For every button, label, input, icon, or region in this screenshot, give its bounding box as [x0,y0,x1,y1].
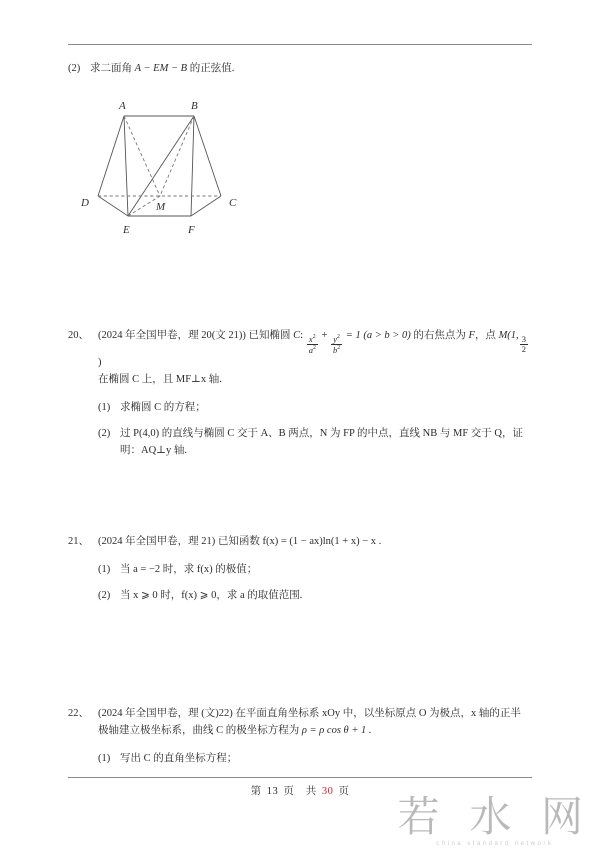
problem-22-sub-1-marker: (1) [98,753,111,764]
problem-22 [68,705,532,767]
problem-20-point-close: ) [98,357,102,369]
edge-AD [98,116,124,196]
problem-21-body [98,533,532,550]
problem-22-stem [68,705,532,739]
footer-unit-2: 页 [338,786,350,797]
problem-22-line1: 在平面直角坐标系 xOy 中，以坐标原点 O 为极点，x 轴的正半 [235,708,521,719]
ellipse-x: x [308,333,313,344]
problem-20-curve-label: C [293,330,301,341]
problem-21-sub-wrap [68,561,532,604]
problem-21-sub-2-marker: (2) [98,590,111,601]
footer-middle: 共 [305,786,317,797]
problem-21-stem-text: 已知函数 f(x) = (1 − ax)ln(1 + x) − x . [217,536,382,547]
figure-label-F: F [188,224,195,236]
ellipse-tail: = 1 (a > b > 0) [345,330,411,341]
problem-20-sub-2-body [120,425,532,459]
edge-BF [191,116,194,216]
geometry-figure [78,96,298,256]
problem-20-stem-1: 已知椭圆 [248,330,294,341]
problem-21-sub-1-text: 当 a = −2 时，求 f(x) 的极值； [120,564,258,575]
figure-label-C: C [229,197,237,209]
problem-20-stem-3: ，点 [474,330,499,341]
problem-20-sub-2-text: 过 P(4,0) 的直线与椭圆 C 交于 A、B 两点，N 为 FP 的中点，直线 NB 与 MF 交于 Q，证 [120,428,524,440]
edge-DE [98,196,128,216]
ellipse-y: y [333,333,338,344]
point-m-frac-num: 3 [521,333,526,344]
problem-21-number: 21、 [68,536,89,547]
footer-total-pages: 30 [321,786,334,797]
footer-unit-1: 页 [283,786,295,797]
problem-22-sub-list [98,750,532,767]
edge-AE [124,116,128,216]
page-footer [0,783,600,798]
ellipse-b: b [333,344,338,355]
problem-20-sub-1-marker: (1) [98,402,111,414]
question-2-body [90,60,532,77]
problem-20-number: 20、 [68,330,89,341]
edge-AM-hidden [124,116,160,196]
problem-22-sub-wrap [68,750,532,767]
problem-20-source: (2024 年全国甲卷，理 20(文 21)) [98,330,246,341]
problem-20-stem-2: 的右焦点为 [410,330,469,341]
edge-FC [191,196,221,216]
watermark [397,793,592,847]
problem-21-sub-1 [98,561,532,578]
carryover-question-2 [68,60,532,77]
watermark-sub-text: china standard network [436,841,554,847]
question-2-line [68,60,532,77]
ellipse-term-2-den: $b^2$ [333,344,341,355]
problem-22-number: 22、 [68,708,89,719]
figure-label-E: E [123,224,130,236]
problem-20-sub-list [98,399,532,459]
question-2-expression: A − EM − B [134,63,188,74]
header-divider [68,44,532,45]
point-m-frac-den: 2 [521,343,526,354]
ellipse-term-2-num: $y^2$ [331,334,342,345]
footer-prefix: 第 [250,786,262,797]
figure-label-D: D [81,197,89,209]
problem-20-focus: F [468,330,475,341]
problem-22-line2 [98,722,532,739]
problem-21-sub-2 [98,587,532,604]
figure-label-M: M [156,201,166,213]
problem-22-sub-1-text: 写出 C 的直角坐标方程； [120,753,238,764]
edge-BC [194,116,221,196]
footer-divider [68,777,532,778]
watermark-main-text: 若 水 网 [397,793,592,840]
question-2-text-after: 的正弦值. [187,63,235,74]
problem-21 [68,533,532,604]
problem-21-sub-2-text: 当 x ⩾ 0 时，f(x) ⩾ 0，求 a 的取值范围. [120,590,303,601]
question-2-text-before: 求二面角 [90,63,135,74]
question-2-marker: (2) [68,63,81,74]
problem-21-source: (2024 年全国甲卷，理 21) [98,536,216,547]
problem-20-sub-1 [98,399,532,416]
ellipse-a: a [308,344,313,355]
ellipse-term-1-num: $x^2$ [307,334,318,345]
problem-20 [68,327,532,459]
problem-20-stem [68,327,532,388]
edge-BM-hidden [160,116,194,196]
problem-20-sub-1-text: 求椭圆 C 的方程； [120,402,206,414]
problem-20-line2: 在椭圆 C 上，且 MF⊥x 轴. [98,374,222,386]
figure-label-A: A [119,100,126,112]
figure-label-B: B [191,100,198,112]
problem-21-sub-1-marker: (1) [98,564,111,575]
footer-current-page: 13 [266,786,279,797]
problem-22-line2-a: 极轴建立极坐标系，曲线 C 的极坐标方程为 [98,725,302,736]
problem-20-sub-2-marker: (2) [98,428,111,440]
problem-21-sub-list [98,561,532,604]
problem-20-sub-2 [98,425,532,459]
problem-20-sub-wrap [68,399,532,459]
problem-20-point-label: M(1, [498,330,519,341]
ellipse-term-1-den: $a^2$ [308,344,316,355]
problem-22-source: (2024 年全国甲卷，理 (文)22) [98,708,233,719]
problem-20-sub-2-text2: 明：AQ⊥y 轴. [120,445,188,457]
problem-21-stem [68,533,532,550]
problem-20-colon: : [300,330,304,341]
problem-20-body [98,327,532,388]
problem-22-polar-equation: ρ = ρ cos θ + 1 . [301,725,372,736]
problem-22-body [98,705,532,739]
ellipse-term-2 [331,334,342,355]
ellipse-plus: + [321,330,328,341]
ellipse-term-1 [307,334,318,355]
geometry-figure-svg [78,96,298,256]
point-m-fraction [520,335,528,354]
problem-22-sub-1 [98,750,532,767]
